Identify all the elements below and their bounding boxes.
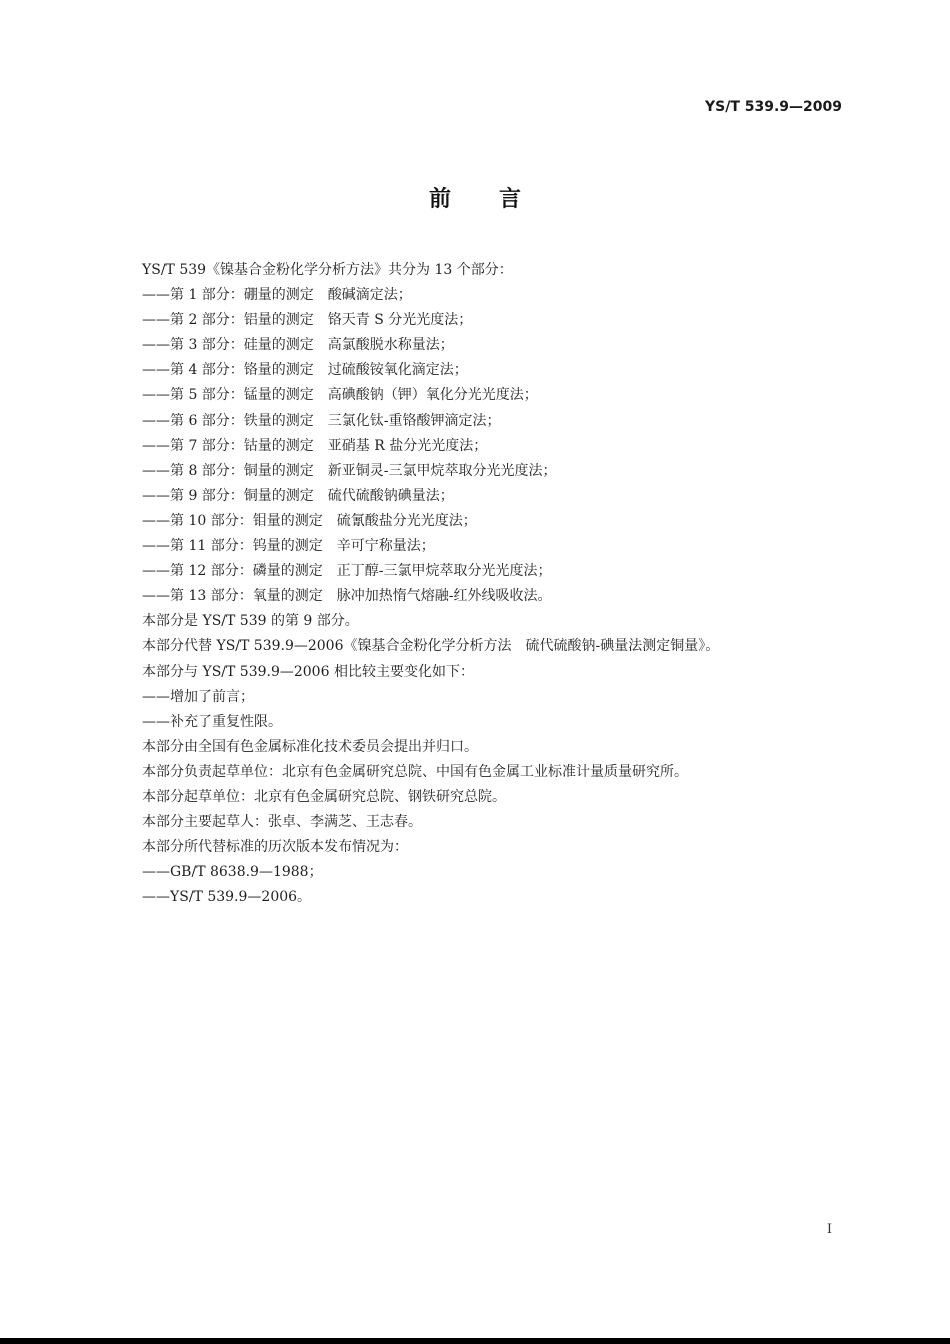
text-line: ——第 9 部分：铜量的测定 硫代硫酸钠碘量法； [142,487,454,504]
text-line: ——第 3 部分：硅量的测定 高氯酸脱水称量法； [142,337,454,354]
page-number: I [826,1222,832,1237]
text-line: 本部分负责起草单位：北京有色金属研究总院、中国有色金属工业标准计量质量研究所。 [142,763,688,780]
text-line: YS/T 539《镍基合金粉化学分析方法》共分为 13 个部分： [142,262,513,278]
text-line: 本部分所代替标准的历次版本发布情况为： [142,839,408,856]
text-line: ——第 5 部分：锰量的测定 高碘酸钠（钾）氧化分光光度法； [142,387,538,404]
text-line: ——第 1 部分：硼量的测定 酸碱滴定法； [142,287,412,304]
scan-edge-bar [0,1338,950,1344]
text-line: ——补充了重复性限。 [142,713,282,730]
document-code: YS/T 539.9—2009 [704,99,842,115]
text-line: ——第 6 部分：铁量的测定 三氯化钛-重铬酸钾滴定法； [142,412,501,429]
text-line: ——第 2 部分：铝量的测定 铬天青 S 分光光度法； [142,312,473,329]
text-line: ——第 7 部分：钴量的测定 亚硝基 R 盐分光光度法； [142,437,488,454]
foreword-body [142,258,842,910]
text-line: 本部分起草单位：北京有色金属研究总院、钢铁研究总院。 [142,788,506,805]
text-line: ——第 8 部分：铜量的测定 新亚铜灵-三氯甲烷萃取分光光度法； [142,462,557,479]
page-title: 前言 [428,187,569,212]
text-line: 本部分是 YS/T 539 的第 9 部分。 [142,613,359,630]
text-line: ——GB/T 8638.9—1988； [142,864,323,881]
text-line: 本部分代替 YS/T 539.9—2006《镍基合金粉化学分析方法 硫代硫酸钠-碘量法测定铜量》。 [142,638,720,655]
text-line: ——第 4 部分：铬量的测定 过硫酸铵氧化滴定法； [142,362,468,379]
text-line: ——第 12 部分：磷量的测定 正丁醇-三氯甲烷萃取分光光度法； [142,563,552,580]
text-line: ——增加了前言； [142,688,254,705]
text-line: ——第 13 部分：氧量的测定 脉冲加热惰气熔融-红外线吸收法。 [142,588,552,605]
text-line: 本部分主要起草人：张卓、李满芝、王志春。 [142,814,422,831]
text-line: 本部分由全国有色金属标准化技术委员会提出并归口。 [142,738,478,755]
text-line: ——YS/T 539.9—2006。 [142,889,312,906]
text-line: ——第 11 部分：钨量的测定 辛可宁称量法； [142,538,435,555]
text-line: 本部分与 YS/T 539.9—2006 相比较主要变化如下： [142,663,474,680]
text-line: ——第 10 部分：钼量的测定 硫氰酸盐分光光度法； [142,512,477,529]
